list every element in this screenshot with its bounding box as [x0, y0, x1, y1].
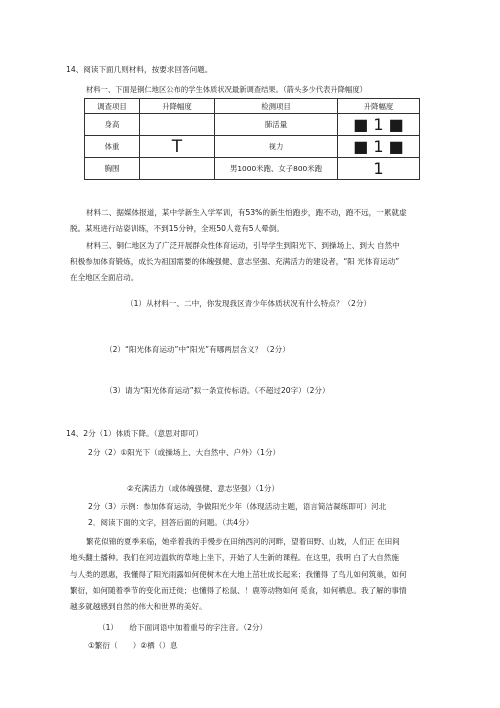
table-cell: 体重 [85, 136, 140, 158]
material-2-line-2: 脱。某班进行站姿训练，不到15分钟，全班50人竟有5人晕倒。 [70, 224, 284, 233]
header-cell: 升降幅度 [140, 99, 215, 114]
header-cell: 升降幅度 [338, 99, 420, 114]
table-row [85, 136, 420, 158]
answer-2b: ②充满活力（或体魄强健、意志坚强）（1分） [127, 484, 280, 493]
survey-table [84, 98, 420, 180]
arrow-cell: ■ 1 ■ [338, 114, 420, 136]
arrow-cell: T [140, 136, 215, 158]
table-cell: 胸围 [85, 158, 140, 180]
question-2-title: 2．阅读下面的文字，回答后面的问题。（共4分） [88, 518, 254, 527]
answer-1: 14、2分（1）体质下降。（意思对即可） [66, 429, 204, 438]
passage-line-3: 与人类的恩惠，我懂得了阳光雨露如何使树木在大地上茁壮成长起来；我懂得 了鸟儿如何筑巢，如何 [70, 570, 407, 579]
table-cell [140, 114, 215, 136]
table-row [85, 114, 420, 136]
material-3-line-3: 在全地区全面启动。 [70, 273, 139, 282]
table-cell: 身高 [85, 114, 140, 136]
sub-question-1: （1）从材料一、二中，你发现我区青少年体质状况有什么特点？（2分） [126, 299, 372, 308]
answer-2a: 2分（2）①阳光下（或操场上、大自然中、户外）（1分） [88, 448, 281, 457]
passage-line-1: 繁花似锦的夏季来临，她牵着我的手慢步在田纳西河的河畔，望着田野、山坡，人们正 在田间 [86, 537, 400, 546]
sub-question-2: （2）“阳光体育运动”中“阳光”有哪两层含义？（2分） [105, 345, 290, 354]
material-1-caption: 材料一、下面是铜仁地区公布的学生体质状况最新调查结果。（箭头多少代表升降幅度） [86, 85, 367, 94]
header-cell: 调查项目 [85, 99, 140, 114]
table-row [85, 158, 420, 180]
table-cell: 视力 [215, 136, 338, 158]
header-cell: 检测项目 [215, 99, 338, 114]
material-3-line-1: 材料三、铜仁地区为了广泛开展群众性体育运动，引导学生到阳光下、到操场上、到大 自然中 [86, 241, 400, 250]
arrow-cell: 1 [338, 158, 420, 180]
question-title: 14、阅读下面几则材料，按要求回答问题。 [66, 65, 213, 74]
material-3-line-2: 积极参加体育锻炼，成长为祖国需要的体魄强健、意志坚强、充满活力的建设者，“阳 光体育运动” [70, 257, 400, 266]
table-cell: 肺活量 [215, 114, 338, 136]
table-header-row [85, 99, 420, 114]
passage-question-1: （1） 给下面词语中加着重号的字注音。（2分） [98, 623, 268, 632]
passage-line-5: 越多就越感到自然的伟大和世界的美好。 [70, 602, 207, 611]
passage-line-4: 繁衍，如何随着季节的变化而迁徙；也懂得了松鼠、！鹿等动物如何 觅食，如何栖息。我了解的事情 [70, 586, 407, 595]
sub-question-3: （3）请为“阳光体育运动”拟一条宣传标语。（不超过20字）（2分） [105, 386, 330, 395]
passage-question-1-items: ①繁衍（ ）②栖（）息 [88, 641, 178, 650]
answer-3: 2分（3）示例：参加体育运动，争做阳光少年（体现活动主题，语言简洁凝练即可）河北 [88, 502, 387, 511]
table-cell: 男1000米跑、女子800米跑 [215, 158, 338, 180]
table-cell [140, 158, 215, 180]
material-2-line-1: 材料二、据媒体报道，某中学新生入学军训，有53%的新生怕跑步，跑不动，跑不远，一累就虚 [86, 208, 407, 217]
arrow-cell: ■ 1 ■ [338, 136, 420, 158]
passage-line-2: 地头翻土播种。我们在河边温软的草地上坐下，开始了人生新的课程。在这里，我明 白了大自然施 [70, 553, 399, 562]
